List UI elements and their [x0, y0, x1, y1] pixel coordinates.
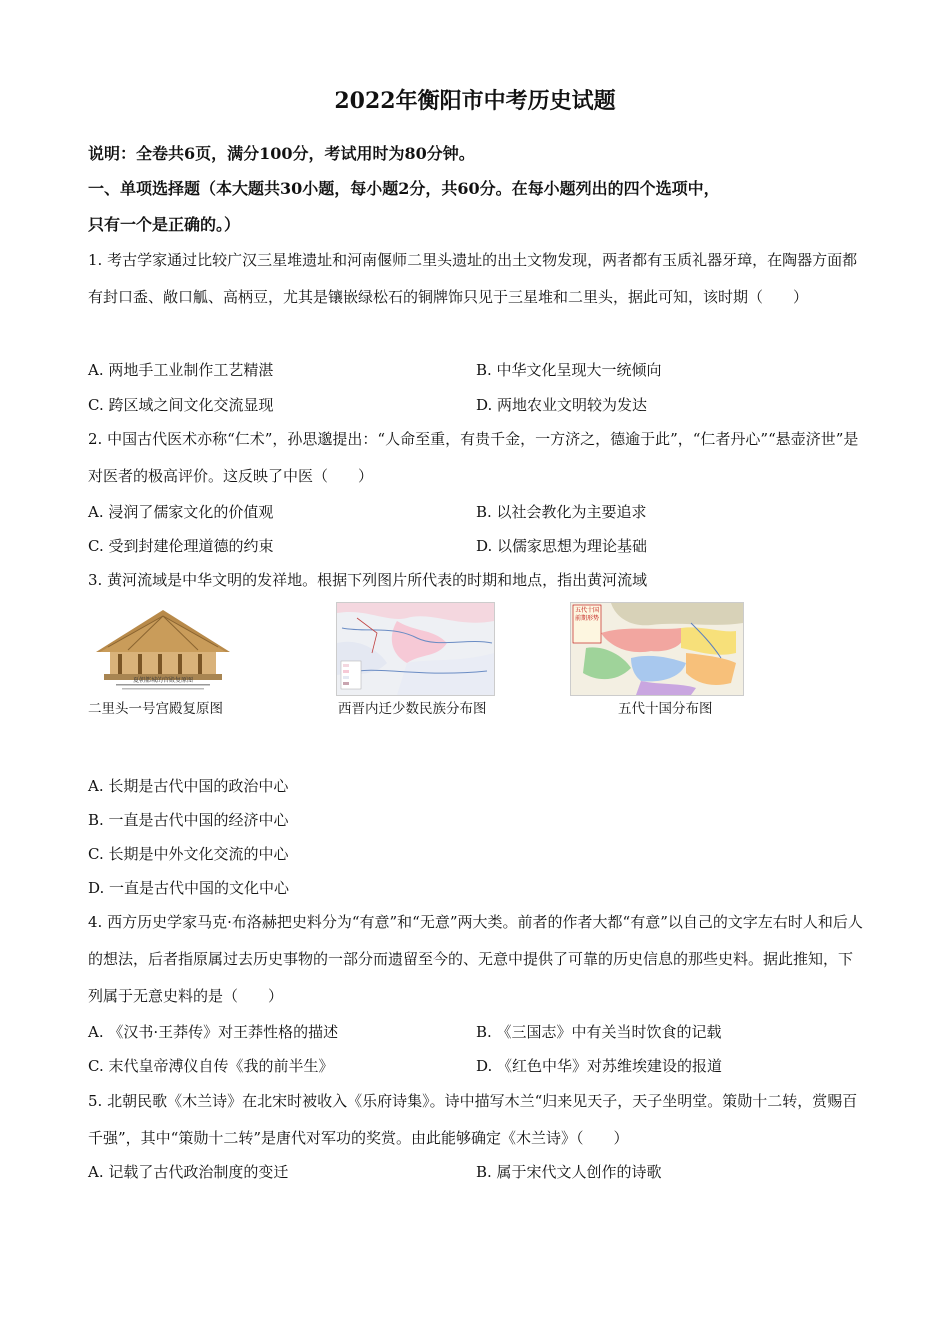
question-4-option-d: D. 《红色中华》对苏维埃建设的报道 [476, 1057, 723, 1075]
question-5-option-b: B. 属于宋代文人创作的诗歌 [476, 1163, 662, 1181]
five-dynasties-map-image [570, 602, 744, 696]
question-4-option-a: A. 《汉书·王莽传》对王莽性格的描述 [88, 1023, 339, 1041]
section-heading-line1: 一、单项选择题（本大题共30小题，每小题2分，共60分。在每小题列出的四个选项中， [88, 179, 720, 198]
image-3-caption: 五代十国分布图 [618, 701, 713, 717]
section-heading-line2: 只有一个是正确的。） [88, 215, 241, 234]
question-3-stem: 3. 黄河流域是中华文明的发祥地。根据下列图片所代表的时期和地点，指出黄河流域 [88, 571, 648, 589]
question-3-option-d: D. 一直是古代中国的文化中心 [88, 879, 290, 897]
question-5-option-a: A. 记载了古代政治制度的变迁 [88, 1163, 289, 1181]
question-4-option-c: C. 末代皇帝溥仪自传《我的前半生》 [88, 1057, 334, 1075]
question-1-option-d: D. 两地农业文明较为发达 [476, 396, 648, 414]
question-2-option-b: B. 以社会教化为主要追求 [476, 503, 647, 521]
western-jin-map-image [336, 602, 495, 696]
question-2-option-a: A. 浸润了儒家文化的价值观 [88, 503, 274, 521]
image-1-caption: 二里头一号宫殿复原图 [88, 701, 223, 717]
palace-reconstruction-image [88, 602, 238, 694]
question-2-option-d: D. 以儒家思想为理论基础 [476, 537, 648, 555]
five-dynasties-map-label: 五代十国前期形势 [574, 607, 599, 622]
question-1-option-c: C. 跨区域之间文化交流显现 [88, 396, 274, 414]
question-1-option-a: A. 两地手工业制作工艺精湛 [88, 361, 274, 379]
question-1-option-b: B. 中华文化呈现大一统倾向 [476, 361, 662, 379]
page-title: 2022年衡阳市中考历史试题 [334, 88, 616, 114]
exam-instructions: 说明：全卷共6页，满分100分，考试用时为80分钟。 [88, 144, 475, 163]
question-1-stem: 1. 考古学家通过比较广汉三星堆遗址和河南偃师二里头遗址的出土文物发现，两者都有玉质礼器牙璋，在陶器方面都有封口盉、敞口觚、高柄豆，尤其是镶嵌绿松石的铜牌饰只见于三星堆和二里头，据此可知，该时期（ ） [88, 251, 858, 306]
question-2-stem: 2. 中国古代医术亦称“仁术”，孙思邈提出：“人命至重，有贵千金，一方济之，德逾于此”，“仁者丹心”“悬壶济世”是对医者的极高评价。这反映了中医（ ） [88, 430, 859, 485]
palace-image-label: 夏朝都城的宫殿复原图 [132, 677, 193, 684]
question-5-stem: 5. 北朝民歌《木兰诗》在北宋时被收入《乐府诗集》。诗中描写木兰“归来见天子，天子坐明堂。策勋十二转，赏赐百千强”，其中“策勋十二转”是唐代对军功的奖赏。由此能够确定《木兰诗》（ ） [88, 1092, 858, 1147]
question-2-option-c: C. 受到封建伦理道德的约束 [88, 537, 274, 555]
question-3-option-b: B. 一直是古代中国的经济中心 [88, 811, 289, 829]
image-2-caption: 西晋内迁少数民族分布图 [338, 701, 487, 717]
question-3-option-a: A. 长期是古代中国的政治中心 [88, 777, 289, 795]
question-4-option-b: B. 《三国志》中有关当时饮食的记载 [476, 1023, 722, 1041]
question-3-option-c: C. 长期是中外文化交流的中心 [88, 845, 289, 863]
question-4-stem: 4. 西方历史学家马克·布洛赫把史料分为“有意”和“无意”两大类。前者的作者大都“有意”以自己的文字左右时人和后人的想法，后者指原属过去历史事物的一部分而遗留至今的、无意中提供了可靠的历史信息的那些史料。据此推知，下列属于无意史料的是（ ） [88, 913, 863, 1005]
